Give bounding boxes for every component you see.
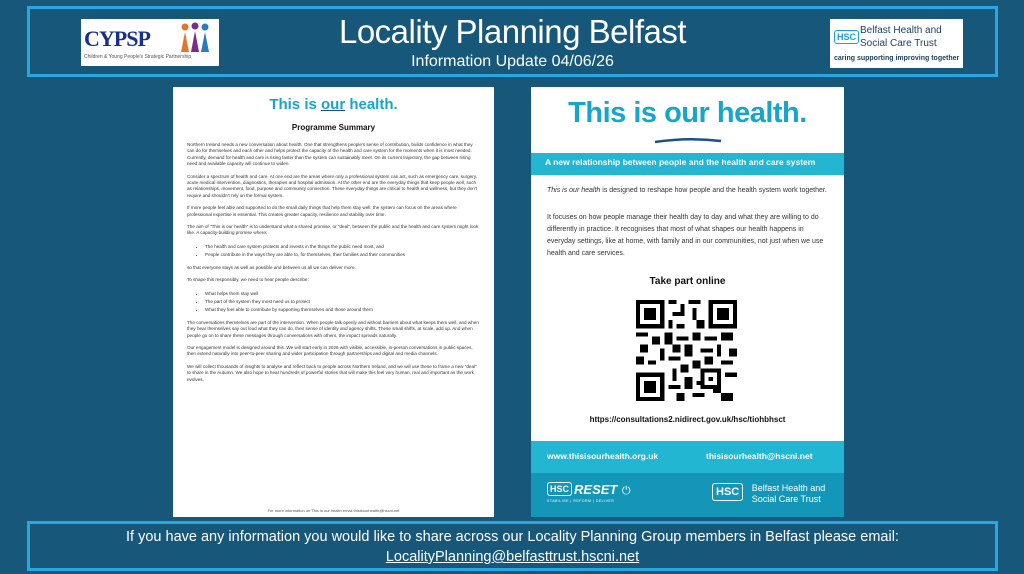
trust-name-line1: Belfast Health and <box>860 25 942 36</box>
cypsp-logo <box>81 19 219 66</box>
belfast-trust-logo <box>830 19 963 68</box>
doc-bullet-list <box>205 290 480 314</box>
this-is-our-health-poster <box>531 87 844 517</box>
page-subtitle: Information Update 04/06/26 <box>411 53 614 70</box>
document-heading: Programme Summary <box>291 123 376 132</box>
trust-name <box>860 24 942 50</box>
email-link[interactable]: thisisourhealth@hscni.net <box>706 451 813 461</box>
poster-band-text: A new relationship between people and the health and care system <box>545 157 816 167</box>
contact-banner <box>27 521 998 571</box>
doc-bullet: • The health and care system protects and invests in the things the public need most, and <box>205 243 480 251</box>
hsc-badge-icon: HSC <box>547 482 572 496</box>
doc-paragraph: If more people feel able and supported to do the small daily things that help them stay well, the system can focus on the areas where professional expertise is essential. This creates greater capacity, resilience and stability over time. <box>187 205 457 217</box>
poster-paragraph-1: This is our health is designed to reshape how people and the health system work together. <box>547 187 827 194</box>
doc-paragraph: We will collect thousands of insights to analyse and reflect back to people across Northern Ireland, and we will use these to frame a new "deal" to share in the Autumn. We also hope to hear hundreds of powerful stories that will make this feel very human, real and important as the work evolves. <box>187 363 477 382</box>
trust-name-line2: Social Care Trust <box>860 38 937 49</box>
doc-bullet: • The part of the system they most need us to protect <box>205 298 480 306</box>
website-link[interactable]: www.thisisourhealth.org.uk <box>547 451 659 461</box>
footer-trust-name <box>752 483 826 505</box>
doc-bullet-list <box>205 243 480 259</box>
contact-email-link[interactable]: LocalityPlanning@belfasttrust.hscni.net <box>385 549 640 565</box>
doc-paragraph: The conversations themselves are part of the intervention. When people talk openly and without barriers about what keeps them well, and when they hear themselves say out loud what they can do, their sense of identity and agency shifts. These small shifts, at scale, add up. And when people go on to share these messages through conversations with others, the impact spreads naturally. <box>187 319 479 338</box>
reset-word: RESET <box>574 482 618 497</box>
hsc-badge-icon: HSC <box>712 483 743 501</box>
consultation-url[interactable]: https://consultations2.nidirect.gov.uk/hsc/tiohbhsct <box>589 415 786 424</box>
document-footer: For more information on This is our health email thisisourhealth@hscni.net <box>267 508 400 513</box>
trust-tagline: caring supporting improving together <box>834 55 960 62</box>
cypsp-logo-word: CYPSP <box>84 26 150 51</box>
doc-bullet: • What they feel able to contribute by supporting themselves and those around them <box>205 306 480 314</box>
doc-bullet: • People contribute in the ways they are able to, for themselves, their families and their communities <box>205 251 480 259</box>
doc-paragraph: To shape this responsibly, we need to hear people describe: <box>187 277 309 283</box>
document-brand: This is our health. <box>269 96 398 113</box>
underline-swoosh-icon <box>653 137 723 144</box>
hsc-badge-icon: HSC <box>834 30 859 44</box>
hsc-reset-logo <box>547 481 631 503</box>
footer-trust-line2: Social Care Trust <box>751 494 821 504</box>
take-part-heading: Take part online <box>649 276 726 287</box>
people-icon <box>177 22 215 54</box>
footer-trust-line1: Belfast Health and <box>751 483 826 493</box>
contact-message: If you have any information you would like to share across our Locality Planning Group members in Belfast please email: <box>126 529 899 545</box>
reset-tagline: STABILISE | REFORM | DELIVER <box>547 499 615 503</box>
doc-bullet: • What helps them stay well <box>205 290 480 298</box>
doc-paragraph: Consider a spectrum of health and care. At one end are the areas where only a professional system can act, such as emergency care, surgery, acute medical intervention, diagnostics, therapies and hospital admission. At the other end are the everyday things that keep people well, such as relationships, movement, food, purpose and community connection. These everyday things are critical to health and wellness, but they don't require and shouldn't rely on the formal system. <box>187 173 478 198</box>
footer-trust-logo <box>712 483 825 507</box>
cypsp-tagline: Children & Young People's Strategic Partnership <box>84 54 192 60</box>
poster-title: This is our health. <box>568 97 807 129</box>
doc-paragraph: Our engagement model is designed around this. We will start early in 2026 with visible, accessible, in-person conversations in public spaces, then extend naturally into peer-to-peer sharing and wider participation through partnerships and digital and media channels. <box>187 344 473 357</box>
doc-paragraph: so that everyone stays as well as possible and between us all we can deliver more. <box>187 264 356 270</box>
header-banner <box>27 6 998 77</box>
page-title: Locality Planning Belfast <box>338 13 687 50</box>
power-icon: ⏻ <box>621 485 631 497</box>
poster-footer <box>531 473 844 517</box>
qr-code-icon[interactable] <box>636 300 737 401</box>
poster-links-band <box>531 441 844 473</box>
poster-paragraph-2: It focuses on how people manage their health day to day and what they are willing to do differently in practice. It recognises that most of what shapes our health happens in everyday settings, like at home, with family and in our communities, not just when we use health and care services. <box>547 214 824 257</box>
programme-summary-document <box>173 87 494 517</box>
doc-paragraph: The aim of "This is our health" is to understand what a shared promise, or "deal", between the public and the health and care system might look like. A capacity-building promise where: <box>187 224 479 236</box>
doc-paragraph: Northern Ireland needs a new conversation about health. One that strengthens people's sense of contribution, builds confidence in what they can do for themselves and each other and helps protect the capacity of the health and care system for the moments when it is most needed. Currently, demand for health and care is rising faster than the system can sustainably meet. On its current trajectory, the gap between rising need and available capacity will continue to widen. <box>187 142 473 167</box>
